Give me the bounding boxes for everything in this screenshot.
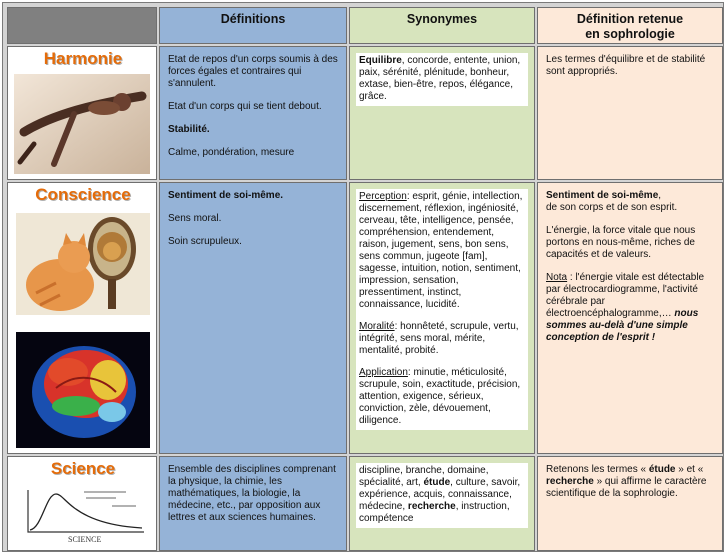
row-science-synonymes (349, 456, 535, 551)
retenue-highlight: étude (648, 464, 676, 475)
term-science: Science (50, 459, 116, 478)
synonymes-text: , instruction, compétence (359, 501, 510, 524)
synonymes-text: discipline, branche, domaine, spécialité, art, (359, 465, 489, 488)
harmonie-image (14, 74, 150, 174)
synonymes-box (356, 53, 528, 106)
synonymes-box (356, 463, 528, 528)
definition-text: Sens moral. (168, 213, 222, 224)
row-conscience-definitions (159, 182, 347, 454)
synonymes-text: , culture, savoir, expérience, acquis, connaissance, médecine, (359, 477, 521, 512)
application-text: : minutie, méticulosité, scrupule, soin, exactitude, précision, attention, exigence, sérieux, conviction, zèle, dévouement, diligence. (359, 367, 521, 426)
term-conscience: Conscience (35, 185, 131, 204)
science-sketch-image (16, 484, 150, 546)
moralite-text: : honnêteté, scrupule, vertu, intégrité, sens moral, mérite, mentalité, probité. (359, 321, 519, 356)
header-retenue-line1: Définition retenue (576, 12, 684, 26)
term-harmonie: Harmonie (43, 49, 123, 68)
retenue-text: Retenons les termes « (546, 464, 649, 475)
definition-table (2, 2, 724, 552)
synonymes-text: , concorde, entente, union, paix, sérénité, plénitude, bonheur, extase, bien-être, repos, élégance, grâce. (359, 55, 521, 102)
brain-image (16, 332, 150, 448)
synonym-highlight: Equilibre (359, 55, 402, 66)
definition-text: Sentiment de soi-même. (168, 190, 284, 201)
definition-text: Calme, pondération, mesure (168, 147, 295, 158)
header-retenue (537, 7, 723, 44)
retenue-text: » et « (675, 464, 704, 475)
row-science-definitions (159, 456, 347, 551)
retenue-comma: , (658, 190, 662, 201)
application-label: Application (359, 367, 408, 378)
perception-group (359, 191, 525, 311)
retenue-highlight: recherche (546, 476, 594, 487)
retenue-text: L'énergie, la force vitale que nous portons en nous-même, riches de capacités et de valeurs. (546, 225, 696, 260)
retenue-line2: de son corps et de son esprit. (546, 202, 678, 213)
row-harmonie-term-cell (7, 46, 157, 180)
row-harmonie-synonymes (349, 46, 535, 180)
header-retenue-line2: en sophrologie (585, 27, 675, 41)
retenue-note (546, 272, 714, 344)
moralite-label: Moralité (359, 321, 395, 332)
perception-text: : esprit, génie, intellection, discernement, réflexion, ingéniosité, cerveau, tête, intelligence, pensée, compréhension, entendement, raison, jugement, sens, bon sens, sens commun, jugeote [fam], sagesse, intuition, notion, sentiment, impression, sensation, pressentiment, instinct, connaissance, lucidité. (359, 191, 523, 310)
row-harmonie-definitions (159, 46, 347, 180)
moralite-group (359, 321, 525, 357)
header-blank-cell (7, 7, 157, 44)
definition-text: Etat de repos d'un corps soumis à des forces égales et contraires qui s'annulent. (168, 54, 338, 89)
retenue-text: Les termes d'équilibre et de stabilité sont appropriés. (546, 54, 706, 77)
row-conscience-synonymes (349, 182, 535, 454)
row-harmonie-retenue (537, 46, 723, 180)
note-bold: nous sommes au-delà d'une simple conception de l'esprit ! (546, 308, 699, 343)
row-science-term-cell (7, 456, 157, 551)
retenue-intro (546, 190, 714, 214)
header-synonymes-label: Synonymes (406, 12, 478, 26)
synonymes-box (356, 189, 528, 430)
definition-text: Etat d'un corps qui se tient debout. (168, 101, 322, 112)
header-definitions (159, 7, 347, 44)
row-conscience-retenue (537, 182, 723, 454)
perception-label: Perception (359, 191, 407, 202)
note-text: : l'énergie vitale est détectable par électrocardiogramme, l'activité cérébrale par électroencéphalogramme,… (546, 272, 705, 319)
cat-mirror-lion-image (16, 213, 150, 315)
row-conscience-term-cell (7, 182, 157, 454)
definition-text: Stabilité. (168, 124, 210, 135)
retenue-bold: Sentiment de soi-même (546, 190, 659, 201)
retenue-paragraph (546, 464, 714, 500)
science-sketch-label: SCIENCE (68, 535, 102, 544)
synonym-highlight: recherche (407, 501, 456, 512)
definition-text: Ensemble des disciplines comprenant la physique, la chimie, les mathématiques, la biologie, la médecine, etc., par opposition aux lettres et aux sciences humaines. (168, 464, 336, 523)
row-science-retenue (537, 456, 723, 551)
note-label: Nota (546, 272, 568, 283)
definition-text: Soin scrupuleux. (168, 236, 242, 247)
synonym-highlight: étude (423, 477, 451, 488)
header-definitions-label: Définitions (220, 12, 286, 26)
application-group (359, 367, 525, 427)
header-synonymes (349, 7, 535, 44)
retenue-text: » qui affirme le caractère scientifique de la sophrologie. (546, 476, 707, 499)
